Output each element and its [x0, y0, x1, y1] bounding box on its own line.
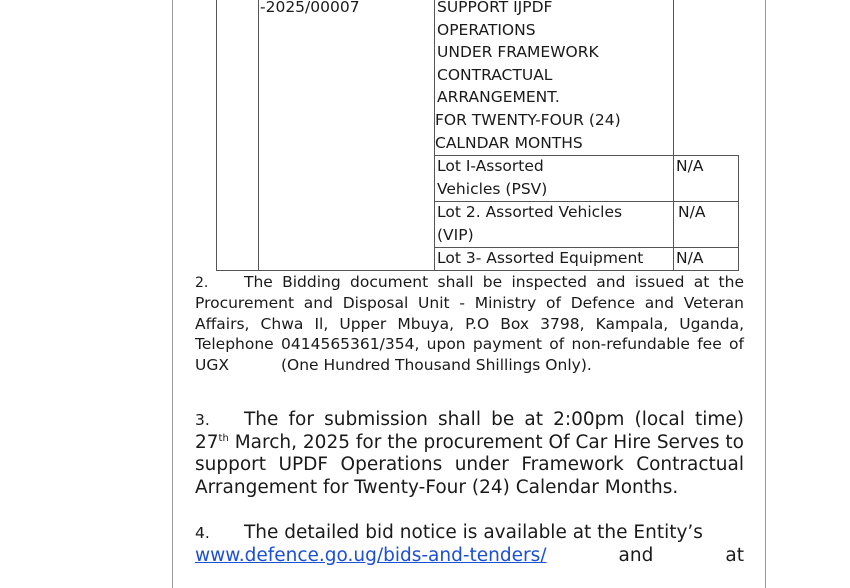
paragraph-3 [195, 409, 744, 499]
paragraph-number: 2. [195, 275, 209, 291]
lot-1-label-line: Vehicles (PSV) [437, 179, 548, 198]
lot-2-value: N/A [678, 203, 706, 221]
table-bottom-border [216, 270, 739, 271]
paragraph-number: 4. [195, 524, 210, 542]
description-line: CALNDAR MONTHS [435, 133, 583, 152]
description-line: OPERATIONS [437, 20, 536, 39]
lot-2-label-line: Lot 2. Assorted Vehicles [437, 203, 623, 221]
description-line: SUPPORT IJPDF [437, 0, 553, 16]
paragraph-number: 3. [195, 411, 210, 429]
table-column-divider [673, 0, 674, 271]
bid-notice-text: The detailed bid notice is available at the Entity’s [244, 522, 703, 543]
description-line: ARRANGEMENT. [437, 88, 560, 107]
procurement-reference-number: -2025/00007 [260, 0, 360, 16]
description-line: FOR TWENTY-FOUR (24) [435, 111, 621, 129]
paragraph-2-text: The Bidding document shall be inspected and issued at the Procurement and Disposal Unit - Ministry of Defence and Veteran Affairs, Chwa Il, Upper Mbuya, P.O Box 3798, Kampala, Uganda, Telephone 0414565361/354, upon payment of non-refundable fee of UGX [195, 273, 744, 374]
paragraph-4 [195, 522, 744, 567]
ordinal-suffix: th [218, 432, 229, 444]
fee-amount-words: (One Hundred Thousand Shillings Only). [280, 355, 592, 374]
lot-2-label-line: (VIP) [437, 225, 474, 244]
lot-1-value: N/A [676, 157, 704, 175]
lot-3-value: N/A [676, 249, 704, 267]
bids-and-tenders-link[interactable]: www.defence.go.ug/bids-and-tenders/ [195, 544, 547, 566]
description-line: UNDER FRAMEWORK [437, 43, 599, 62]
lot-1-label-line: Lot I-Assorted [437, 157, 544, 175]
table-right-border [738, 155, 739, 271]
paragraph-2 [195, 272, 744, 375]
submission-details-text: March, 2025 for the procurement Of Car Hire Serves to support UPDF Operations under Framework Contractual Arrangement for Twenty-Four (24) Calendar Months. [195, 431, 744, 498]
table-left-border [216, 0, 217, 271]
lot-3-label-line: Lot 3- Assorted Equipment [437, 249, 644, 267]
description-line: CONTRACTUAL [437, 65, 553, 84]
conjunction-text: and [618, 544, 654, 566]
preposition-text: at [725, 544, 744, 566]
submission-deadline-text: The for submission shall be at 2:00pm (local time) 27 [195, 409, 744, 453]
table-column-divider [258, 0, 259, 271]
